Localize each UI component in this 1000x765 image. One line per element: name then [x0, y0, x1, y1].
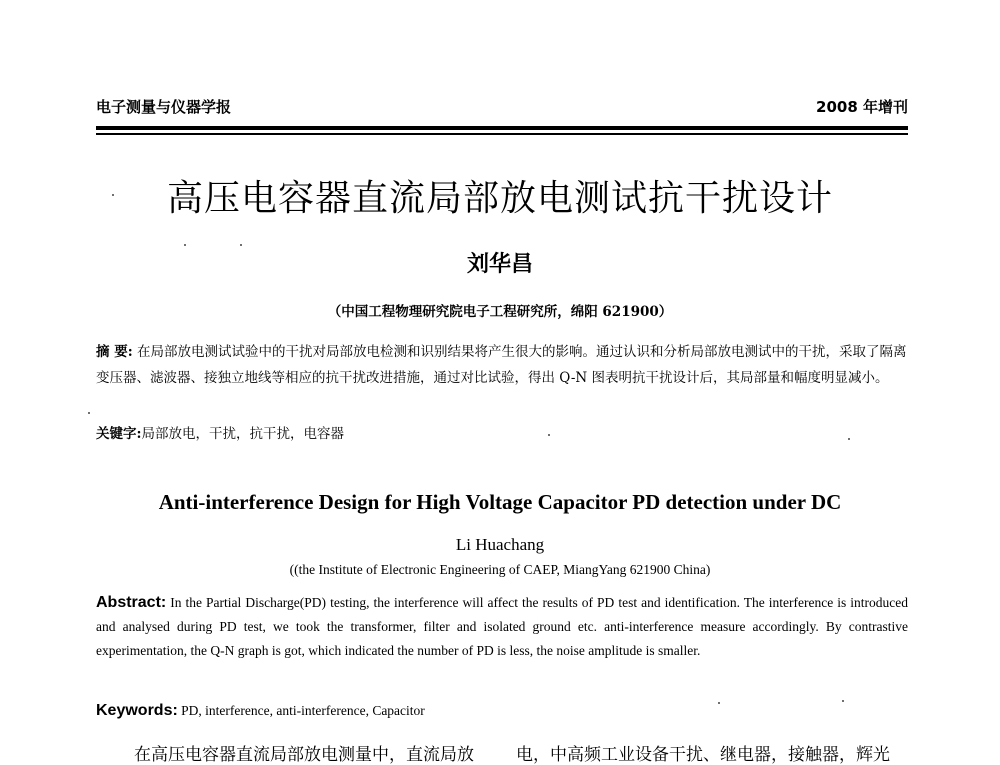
journal-name: 电子测量与仪器学报 — [96, 98, 232, 116]
scan-speck — [848, 438, 850, 440]
abstract-en — [96, 591, 908, 663]
abstract-cn — [96, 339, 908, 391]
scan-speck — [842, 700, 844, 702]
body-text-left: 在高压电容器直流局部放电测量中，直流局放 — [134, 745, 474, 765]
keywords-cn-label: 关键字: — [96, 426, 142, 442]
header-rule-thin — [96, 133, 908, 135]
keywords-en-label: Keywords: — [96, 702, 178, 719]
keywords-en — [96, 702, 425, 720]
abstract-cn-label: 摘 要: — [96, 344, 133, 360]
scan-speck — [184, 244, 186, 246]
keywords-cn — [96, 422, 344, 442]
abstract-en-label: Abstract: — [96, 594, 167, 611]
abstract-cn-text: 在局部放电测试试验中的干扰对局部放电检测和识别结果将产生很大的影响。通过认识和分析局部放电测试中的干扰，采取了隔离变压器、滤波器、接独立地线等相应的抗干扰改进措施，通过对比试验，得出 Q-N 图表明抗干扰设计后，其局部量和幅度明显减小。 — [96, 344, 907, 386]
author-cn: 刘华昌 — [466, 251, 533, 277]
affiliation-cn: （中国工程物理研究院电子工程研究所，绵阳 621900） — [327, 304, 673, 320]
author-en: Li Huachang — [455, 535, 545, 554]
affiliation-en: ((the Institute of Electronic Engineering of CAEP, MiangYang 621900 China) — [289, 562, 711, 577]
paper-title-cn: 高压电容器直流局部放电测试抗干扰设计 — [166, 178, 833, 219]
paper-title-en: Anti-interference Design for High Voltage Capacitor PD detection under DC — [158, 490, 842, 514]
keywords-cn-text: 局部放电，干扰，抗干扰，电容器 — [141, 426, 344, 442]
scan-speck — [548, 434, 550, 436]
keywords-en-text: PD, interference, anti-interference, Capacitor — [181, 703, 425, 718]
scan-speck — [88, 412, 90, 414]
header-rule-thick — [96, 126, 908, 130]
issue-label: 2008 年增刊 — [816, 98, 908, 116]
scan-speck — [112, 194, 114, 196]
scan-speck — [718, 702, 720, 704]
body-text-right: 电，中高频工业设备干扰、继电器，接触器，辉光 — [516, 745, 890, 765]
abstract-en-text: In the Partial Discharge(PD) testing, the interference will affect the results of PD test and identification. The interference is introduced and analysed during PD test, we took the transformer, filter and isolated ground etc. anti-interference measure accordingly. By contrastive experimentation, the Q-N graph is got, which indicated the number of PD is less, the noise amplitude is smaller. — [96, 595, 908, 658]
scan-speck — [240, 244, 242, 246]
